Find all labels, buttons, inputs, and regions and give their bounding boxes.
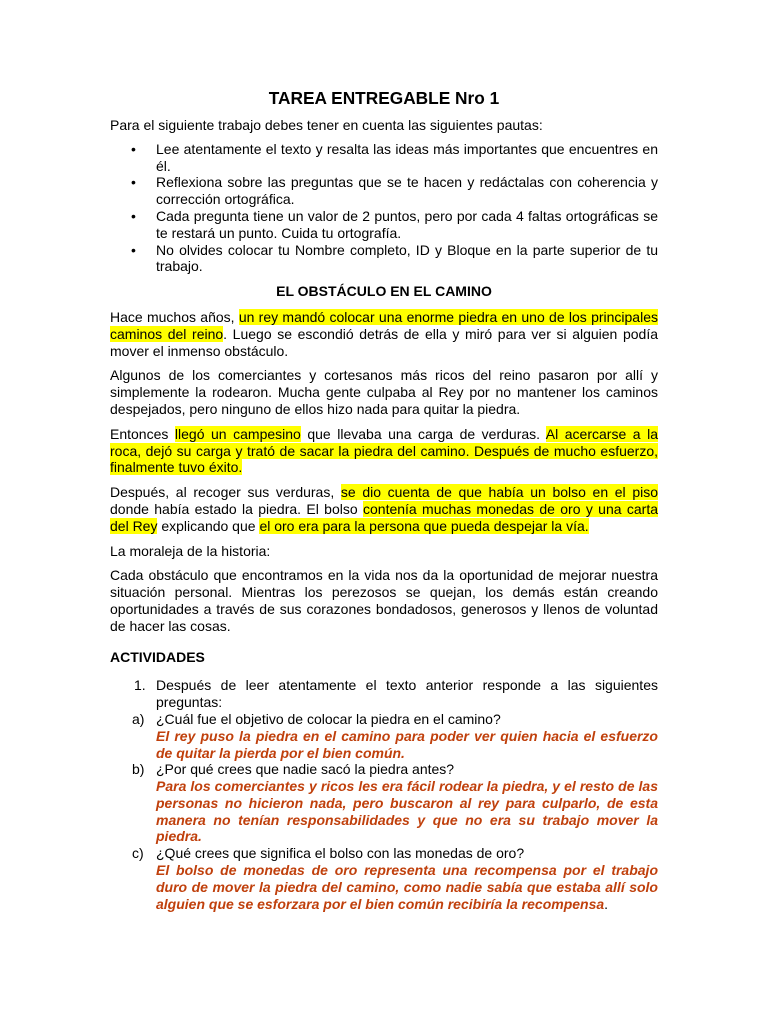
text-run: explicando que	[157, 517, 260, 534]
answer-text	[156, 728, 658, 762]
text-run: donde había estado la piedra. El bolso	[110, 500, 363, 517]
answer-text	[156, 862, 658, 912]
answer-body: El bolso de monedas de oro representa una recompensa por el trabajo duro de mover la piedra del camino, como nadie sabía que estaba allí solo alguien que se esforzara por el bien común recibiría la recompensa	[156, 862, 658, 912]
document-title: TAREA ENTREGABLE Nro 1	[268, 88, 500, 108]
story-paragraph-3	[110, 426, 658, 476]
guideline-item: • Cada pregunta tiene un valor de 2 puntos, pero por cada 4 faltas ortográficas se te restará un punto. Cuida tu ortografía.	[110, 208, 658, 242]
answer-text	[156, 778, 658, 845]
question-item-c	[110, 845, 658, 912]
question-item-b	[110, 761, 658, 845]
highlighted-text: contenía muchas monedas de oro y una carta del Rey	[110, 500, 658, 534]
question-text: ¿Qué crees que significa el bolso con las monedas de oro?	[156, 845, 525, 862]
moral-heading: La moraleja de la historia:	[110, 542, 271, 559]
text-run: Después, al recoger sus verduras,	[110, 484, 341, 501]
story-paragraph-2: Algunos de los comerciantes y cortesanos más ricos del reino pasaron por allí y simplemente la rodearon. Mucha gente culpaba al Rey por no mantener los caminos despejados, pero ninguno de ellos hizo nada para quitar la piedra.	[110, 367, 658, 417]
activity-item	[110, 677, 658, 711]
highlighted-text: Al acercarse a la roca, dejó su carga y trató de sacar la piedra del camino. Después de mucho esfuerzo, finalmente tuvo éxito.	[110, 425, 658, 476]
answer-body: El rey puso la piedra en el camino para poder ver quien hacia el esfuerzo de quitar la pierda por el bien común.	[156, 727, 658, 761]
question-letter: b)	[132, 761, 145, 778]
question-text: ¿Cuál fue el objetivo de colocar la piedra en el camino?	[156, 710, 501, 727]
text-run: Entonces	[110, 425, 175, 442]
text-run: que llevaba una carga de verduras.	[300, 425, 546, 442]
guideline-item: • Lee atentamente el texto y resalta las ideas más importantes que encuentres en él.	[110, 141, 658, 175]
story-title: EL OBSTÁCULO EN EL CAMINO	[276, 283, 492, 300]
guideline-item: • Reflexiona sobre las preguntas que se te hacen y redáctalas con coherencia y corrección ortográfica.	[110, 174, 658, 208]
highlighted-text: un rey mandó colocar una enorme piedra en uno de los principales caminos del reino	[110, 308, 658, 342]
answer-tail: .	[604, 895, 609, 912]
moral-text: Cada obstáculo que encontramos en la vida nos da la oportunidad de mejorar nuestra situación personal. Mientras los perezosos se quejan, los demás están creando oportunidades a través de sus corazones bondadosos, generosos y llenos de voluntad de hacer las cosas.	[110, 567, 658, 634]
guideline-item: • No olvides colocar tu Nombre completo, ID y Bloque en la parte superior de tu trabajo.	[110, 242, 658, 276]
guidelines-list	[110, 141, 658, 275]
activity-number: 1.	[134, 677, 146, 694]
question-letter: a)	[132, 710, 145, 727]
highlighted-text: el oro era para la persona que pueda despejar la vía.	[259, 517, 589, 534]
question-text: ¿Por qué crees que nadie sacó la piedra antes?	[156, 761, 455, 778]
highlighted-text: se dio cuenta de que había un bolso en el piso	[340, 484, 658, 501]
answer-body: Para los comerciantes y ricos les era fácil rodear la piedra, y el resto de las personas no hicieron nada, pero buscaron al rey para culparlo, de esta manera no tenían responsabilidades y que no era su trabajo mover la piedra.	[156, 778, 658, 845]
highlighted-text: llegó un campesino	[174, 425, 301, 442]
question-letter: c)	[132, 845, 144, 862]
document-body	[110, 88, 658, 912]
text-run: Hace muchos años,	[110, 308, 239, 325]
activities-title: ACTIVIDADES	[110, 648, 205, 665]
activity-instruction: Después de leer atentamente el texto anterior responde a las siguientes preguntas:	[156, 677, 658, 711]
story-paragraph-1	[110, 309, 658, 359]
text-run: . Luego se escondió detrás de ella y miró para ver si alguien podía mover el inmenso obstáculo.	[110, 325, 658, 359]
intro-text: Para el siguiente trabajo debes tener en cuenta las siguientes pautas:	[110, 117, 543, 133]
story-paragraph-4	[110, 484, 658, 534]
question-item-a	[110, 711, 658, 761]
